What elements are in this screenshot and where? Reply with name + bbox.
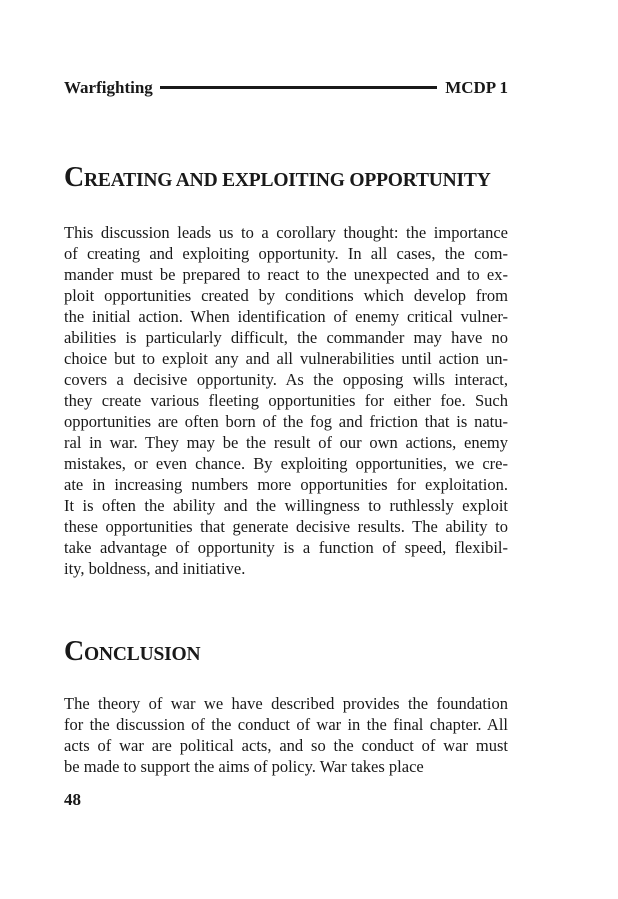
text-line: they create various fleeting opportunities for either foe. Such xyxy=(64,391,508,410)
text-line: these opportunities that generate decisive results. The ability to xyxy=(64,517,508,536)
text-line: choice but to exploit any and all vulnerabilities until action un- xyxy=(64,349,508,368)
text-line: The theory of war we have described provides the foundation xyxy=(64,694,508,713)
text-line: ploit opportunities created by conditions which develop from xyxy=(64,286,508,305)
running-head-title: Warfighting xyxy=(64,77,153,97)
text-line: mander must be prepared to react to the unexpected and to ex- xyxy=(64,265,508,284)
text-line: ity, boldness, and initiative. xyxy=(64,559,246,578)
text-line: ral in war. They may be the result of our own actions, enemy xyxy=(64,433,508,452)
running-header xyxy=(64,77,508,98)
text-line: covers a decisive opportunity. As the opposing wills interact, xyxy=(64,370,508,389)
section-heading-creating-and-exploiting-opportunity: CREATING AND EXPLOITING OPPORTUNITY xyxy=(64,162,491,193)
page-number: 48 xyxy=(64,790,81,809)
header-rule xyxy=(160,86,437,89)
text-line: opportunities are often born of the fog and friction that is natu- xyxy=(64,412,508,431)
running-head-publication: MCDP 1 xyxy=(445,77,508,97)
text-line: take advantage of opportunity is a function of speed, flexibil- xyxy=(64,538,508,557)
paragraph-conclusion xyxy=(64,693,508,777)
text-line: It is often the ability and the willingness to ruthlessly exploit xyxy=(64,496,508,515)
text-line: for the discussion of the conduct of war in the final chapter. All xyxy=(64,715,508,734)
text-line: mistakes, or even chance. By exploiting opportunities, we cre- xyxy=(64,454,508,473)
text-line: abilities is particularly difficult, the commander may have no xyxy=(64,328,508,347)
text-line: acts of war are political acts, and so the conduct of war must xyxy=(64,736,508,755)
paragraph-opportunity xyxy=(64,222,508,579)
text-line: be made to support the aims of policy. War takes place xyxy=(64,757,424,776)
text-line: of creating and exploiting opportunity. In all cases, the com- xyxy=(64,244,508,263)
text-line: This discussion leads us to a corollary thought: the importance xyxy=(64,223,508,242)
section-heading-conclusion: CONCLUSION xyxy=(64,636,201,667)
text-line: the initial action. When identification of enemy critical vulner- xyxy=(64,307,508,326)
text-line: ate in increasing numbers more opportunities for exploitation. xyxy=(64,475,508,494)
